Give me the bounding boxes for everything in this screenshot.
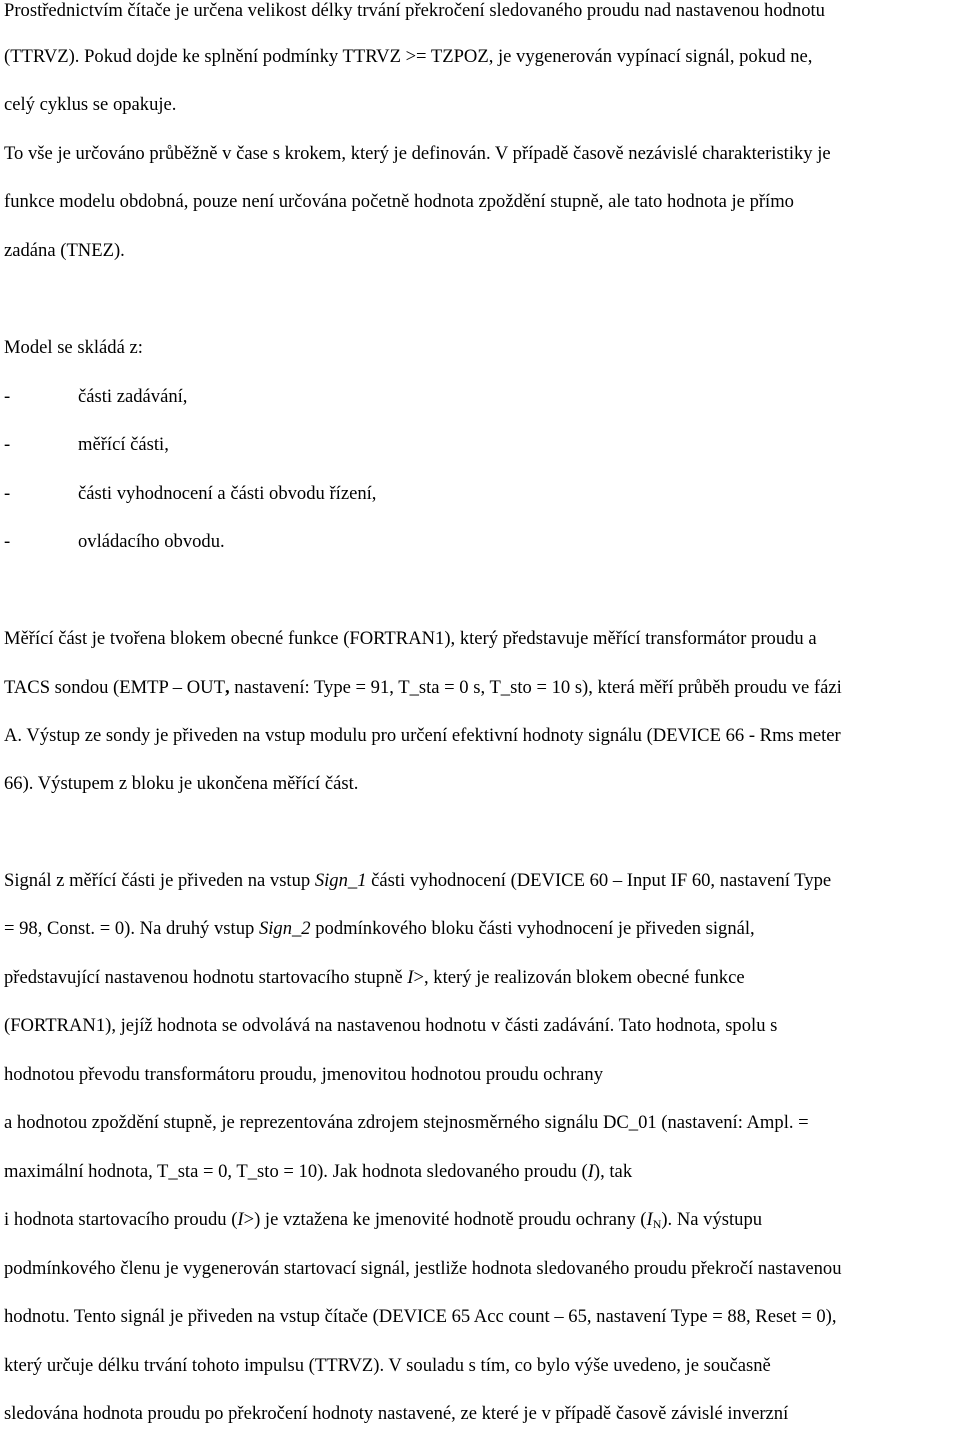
list-bullet: - bbox=[4, 483, 11, 504]
list-item-text: měřící části, bbox=[78, 434, 169, 455]
list-item bbox=[4, 386, 187, 408]
paragraph4-line1: Signál z měřící části je přiveden na vstup Sign_1 části vyhodnocení (DEVICE 60 – Input IF 60, nastavení Type bbox=[4, 870, 832, 891]
paragraph4-line10: hodnotu. Tento signál je přiveden na vstup čítače (DEVICE 65 Acc count – 65, nastavení Type = 88, Reset = 0), bbox=[4, 1306, 837, 1327]
paragraph1-line3: celý cyklus se opakuje. bbox=[4, 94, 177, 115]
paragraph2-line2: funkce modelu obdobná, pouze není určována početně hodnota zpoždění stupně, ale tato hodnota je přímo bbox=[4, 191, 794, 212]
paragraph4-line8: i hodnota startovacího proudu (I>) je vztažena ke jmenovité hodnotě proudu ochrany $(I_N)$. Na výstupu bbox=[4, 1209, 763, 1231]
paragraph1-line1: Prostřednictvím čítače je určena velikost délky trvání překročení sledovaného proudu nad nastavenou hodnotu bbox=[4, 0, 825, 21]
paragraph3-line2: TACS sondou (EMTP – OUT, nastavení: Type = 91, T_sta = 0 s, T_sto = 10 s), která měří průběh proudu ve fázi bbox=[4, 677, 842, 698]
list-item bbox=[4, 434, 169, 456]
list-item bbox=[4, 483, 376, 505]
list-bullet: - bbox=[4, 531, 11, 552]
paragraph4-line4: (FORTRAN1), jejíž hodnota se odvolává na nastavenou hodnotu v části zadávání. Tato hodnota, spolu s bbox=[4, 1015, 778, 1036]
list-item-text: ovládacího obvodu. bbox=[78, 531, 225, 552]
paragraph4-line11: který určuje délku trvání tohoto impulsu (TTRVZ). V souladu s tím, co bylo výše uvedeno, je současně bbox=[4, 1355, 771, 1376]
paragraph3-line1: Měřící část je tvořena blokem obecné funkce (FORTRAN1), který představuje měřící transformátor proudu a bbox=[4, 628, 817, 649]
paragraph4-line5: hodnotou převodu transformátoru proudu, jmenovitou hodnotou proudu ochrany bbox=[4, 1064, 604, 1085]
list-item-text: části zadávání, bbox=[78, 386, 188, 407]
paragraph2-line3: zadána (TNEZ). bbox=[4, 240, 125, 261]
paragraph3-line3: A. Výstup ze sondy je přiveden na vstup modulu pro určení efektivní hodnoty signálu (DEVICE 66 - Rms meter bbox=[4, 725, 841, 746]
paragraph4-line12: sledována hodnota proudu po překročení hodnoty nastavené, ze které je v případě časově závislé inverzní bbox=[4, 1403, 789, 1424]
paragraph4-line2: = 98, Const. = 0). Na druhý vstup Sign_2 podmínkového bloku části vyhodnocení je přiveden signál, bbox=[4, 918, 755, 939]
paragraph4-line6: a hodnotou zpoždění stupně, je reprezentována zdrojem stejnosměrného signálu DC_01 (nastavení: Ampl. = bbox=[4, 1112, 809, 1133]
document-page bbox=[4, 0, 960, 1430]
model-intro: Model se skládá z: bbox=[4, 337, 143, 358]
paragraph4-line7: maximální hodnota, T_sta = 0, T_sto = 10). Jak hodnota sledovaného proudu (I), tak bbox=[4, 1161, 633, 1182]
list-item bbox=[4, 531, 225, 553]
list-bullet: - bbox=[4, 434, 11, 455]
paragraph1-line2: (TTRVZ). Pokud dojde ke splnění podmínky TTRVZ >= TZPOZ, je vygenerován vypínací signál, pokud ne, bbox=[4, 46, 813, 67]
paragraph4-line3: představující nastavenou hodnotu startovacího stupně I>, který je realizován blokem obecné funkce bbox=[4, 967, 745, 988]
paragraph2-line1: To vše je určováno průběžně v čase s krokem, který je definován. V případě časově nezávislé charakteristiky je bbox=[4, 143, 831, 164]
sign1-label: Sign_1 bbox=[314, 870, 367, 891]
sign2-label: Sign_2 bbox=[258, 918, 311, 939]
list-item-text: části vyhodnocení a části obvodu řízení, bbox=[78, 483, 377, 504]
paragraph3-line4: 66). Výstupem z bloku je ukončena měřící část. bbox=[4, 773, 359, 794]
list-bullet: - bbox=[4, 386, 11, 407]
paragraph4-line9: podmínkového členu je vygenerován startovací signál, jestliže hodnota sledovaného proudu překročí nastavenou bbox=[4, 1258, 842, 1279]
